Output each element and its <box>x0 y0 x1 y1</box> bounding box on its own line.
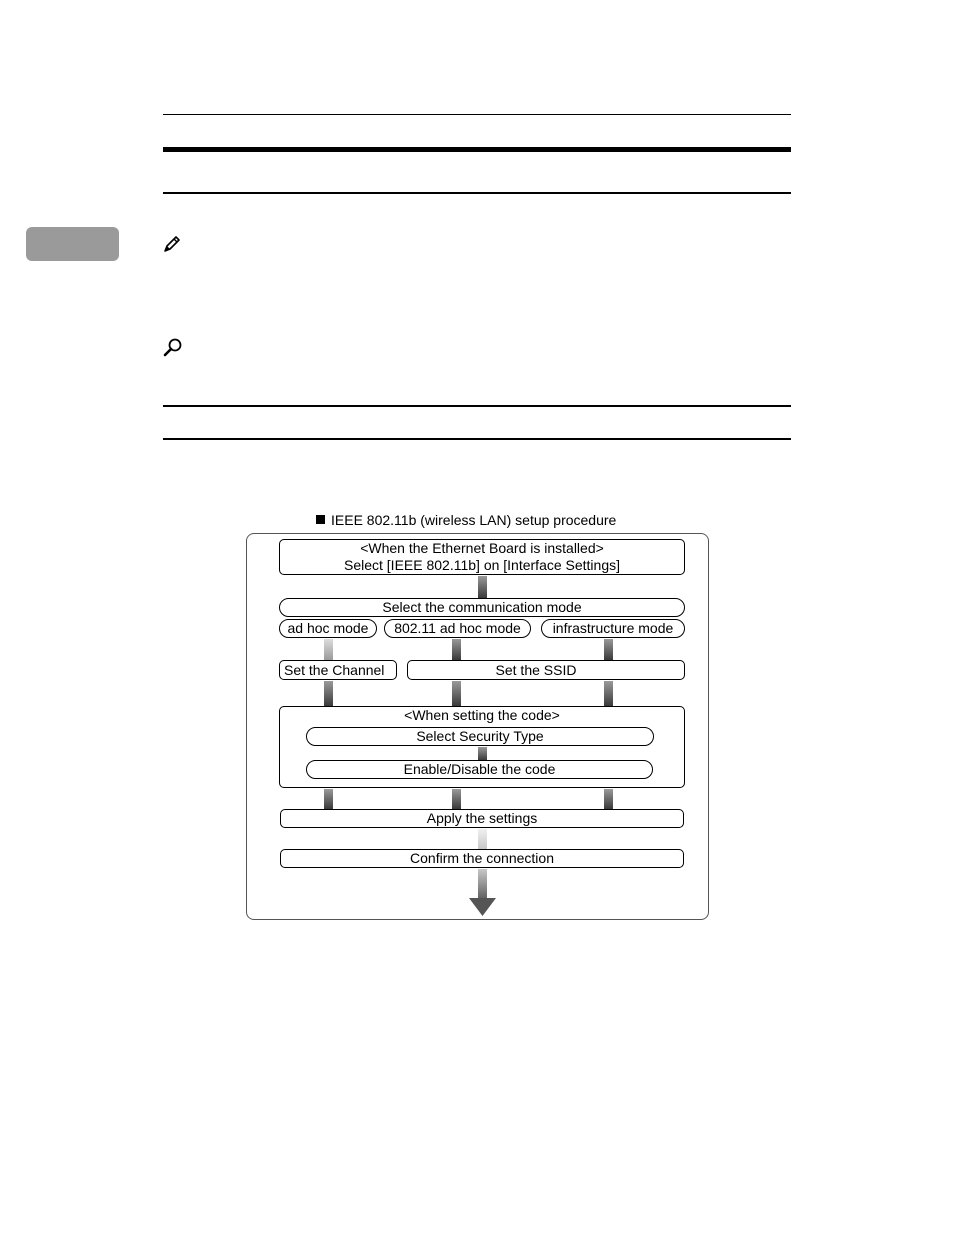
section-rule-thick <box>163 147 791 152</box>
header-rule-top <box>163 114 791 115</box>
step-ethernet-line1: <When the Ethernet Board is installed> <box>360 540 604 556</box>
square-bullet-icon <box>316 515 325 524</box>
step-apply-settings: Apply the settings <box>280 809 684 828</box>
down-arrow-icon <box>469 898 496 921</box>
connector <box>478 869 487 899</box>
reference-magnifier-icon <box>162 337 184 364</box>
step-security-type: Select Security Type <box>306 727 654 746</box>
connector <box>478 576 487 598</box>
figure-title <box>316 512 616 528</box>
connector <box>324 681 333 706</box>
step-set-ssid: Set the SSID <box>407 660 685 680</box>
step-communication-mode: Select the communication mode <box>279 598 685 617</box>
subsection-rule-bottom <box>163 438 791 440</box>
connector <box>604 681 613 706</box>
connector <box>478 829 487 849</box>
connector <box>452 789 461 809</box>
step-enable-disable-code: Enable/Disable the code <box>306 760 653 779</box>
figure-title-text: IEEE 802.11b (wireless LAN) setup procedure <box>331 512 617 528</box>
connector <box>452 639 461 660</box>
note-pencil-icon <box>162 234 182 259</box>
step-set-channel: Set the Channel <box>279 660 397 680</box>
connector <box>604 789 613 809</box>
step-ethernet-board <box>279 539 685 575</box>
mode-802-11-ad-hoc: 802.11 ad hoc mode <box>384 619 531 638</box>
connector <box>324 789 333 809</box>
subsection-rule-top <box>163 405 791 407</box>
connector <box>324 639 333 660</box>
mode-ad-hoc: ad hoc mode <box>279 619 377 638</box>
step-ethernet-line2: Select [IEEE 802.11b] on [Interface Settings] <box>343 557 621 573</box>
code-group-title: <When setting the code> <box>404 707 560 723</box>
connector <box>604 639 613 660</box>
mode-infrastructure: infrastructure mode <box>541 619 685 638</box>
connector <box>478 747 487 760</box>
chapter-tab <box>26 227 119 261</box>
connector <box>452 681 461 706</box>
section-rule-thin <box>163 192 791 194</box>
step-confirm-connection: Confirm the connection <box>280 849 684 868</box>
